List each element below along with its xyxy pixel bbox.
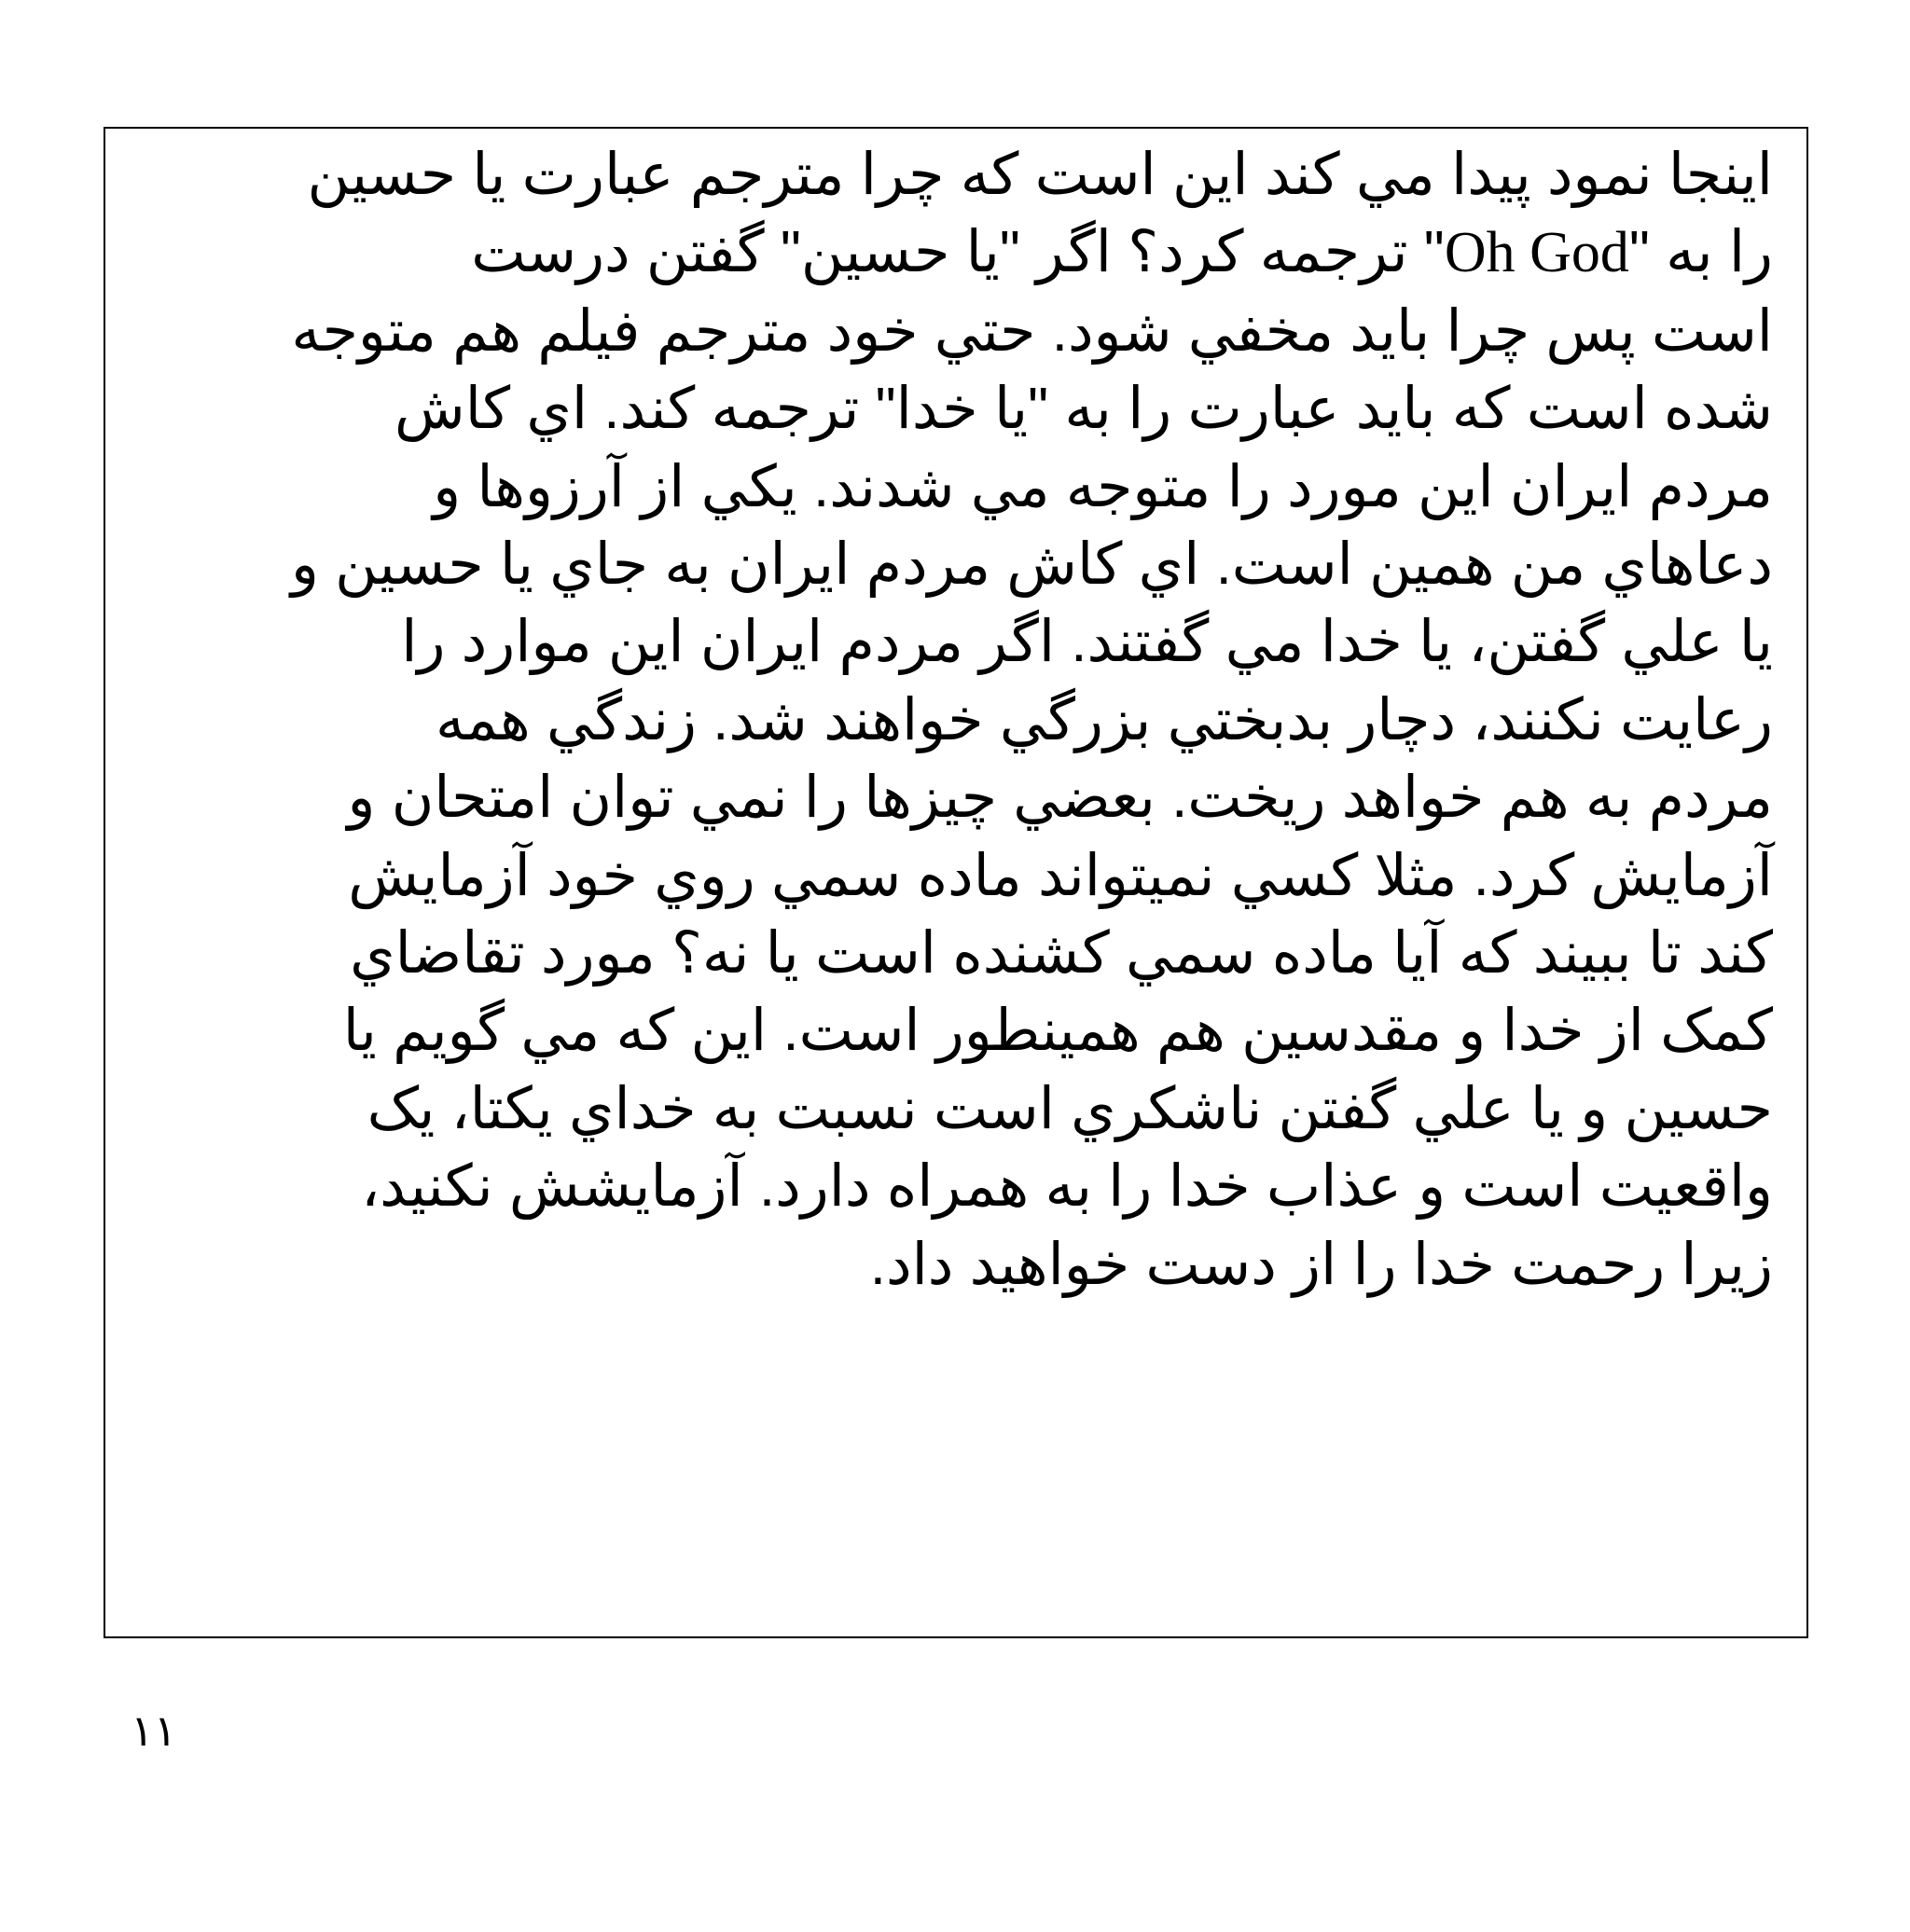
text-line-5: مردم ايران اين مورد را متوجه مي شدند. يكي از آرزوها و <box>433 454 1773 519</box>
text-line-2 <box>152 214 1773 292</box>
page-number: ١١ <box>131 1706 177 1755</box>
text-line-14: واقعيت است و عذاب خدا را به همراه دارد. آزمايشش نكنيد، <box>361 1154 1773 1220</box>
text-line-2-end: " ترجمه كرد؟ اگر "يا حسين" گفتن درست <box>471 220 1445 285</box>
text-line-12: كمک از خدا و مقدسين هم همينطور است. اين كه مي گويم يا <box>342 999 1773 1064</box>
text-line-11: كند تا ببيند كه آيا ماده سمي كشنده است يا نه؟ مورد تقاضاي <box>350 921 1773 987</box>
text-line-8: رعايت نكنند، دچار بدبختي بزرگي خواهند شد. زندگي همه <box>435 687 1773 752</box>
text-line-9: مردم به هم خواهد ريخت. بعضي چيزها را نمي توان امتحان و <box>347 766 1773 831</box>
english-phrase: Oh God <box>1444 221 1629 285</box>
text-line-4: شده است كه بايد عبارت را به "يا خدا" ترجمه كند. اي كاش <box>394 377 1773 442</box>
text-line-13: حسين و يا علي گفتن ناشكري است نسبت به خداي يكتا، يک <box>367 1076 1773 1141</box>
body-text <box>152 136 1773 1304</box>
text-line-2-start: را به " <box>1628 220 1773 285</box>
text-line-10: آزمايش كرد. مثلا كسي نميتواند ماده سمي روي خود آزمايش <box>348 843 1773 908</box>
text-line-6: دعاهاي من همين است. اي كاش مردم ايران به جاي يا حسين و <box>290 532 1773 598</box>
text-line-3: است پس چرا بايد مخفي شود. حتي خود مترجم فيلم هم متوجه <box>291 298 1773 364</box>
text-line-1: اينجا نمود پيدا مي كند اين است كه چرا مترجم عبارت يا حسين <box>307 143 1773 207</box>
text-frame <box>104 127 1808 1638</box>
text-line-7: يا علي گفتن، يا خدا مي گفتند. اگر مردم ايران اين موارد را <box>401 610 1773 675</box>
text-line-15: زيرا رحمت خدا را از دست خواهيد داد. <box>869 1232 1773 1297</box>
